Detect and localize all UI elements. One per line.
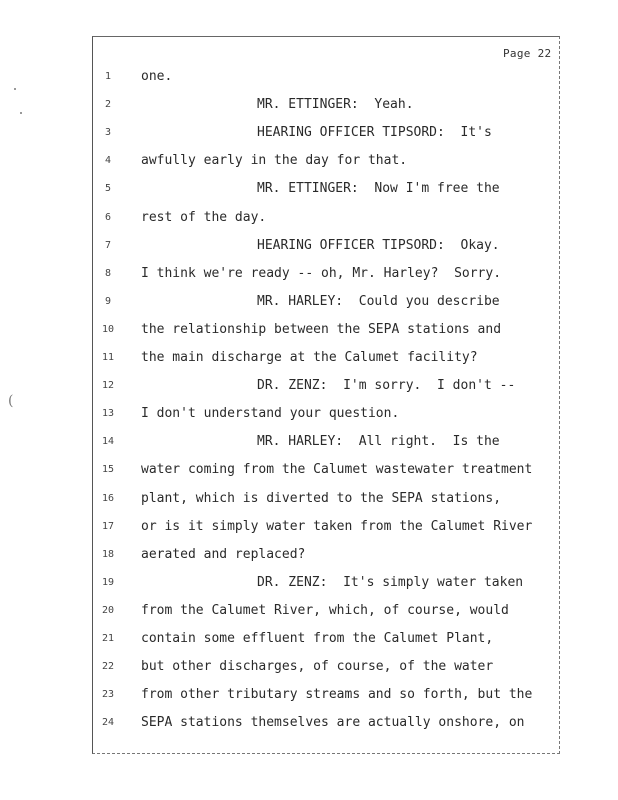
line-text: the main discharge at the Calumet facility? — [141, 350, 478, 365]
line-text: I don't understand your question. — [141, 406, 400, 422]
transcript-line — [0, 432, 618, 452]
scan-speck — [14, 88, 16, 90]
line-text: MR. ETTINGER: Now I'm free the — [257, 181, 500, 197]
line-text: HEARING OFFICER TIPSORD: Okay. — [257, 237, 500, 253]
line-number: 9 — [104, 295, 112, 307]
line-number: 20 — [101, 604, 115, 616]
line-number: 21 — [101, 633, 115, 644]
transcript-line — [0, 601, 618, 621]
transcript-line — [0, 151, 618, 171]
line-text: from the Calumet River, which, of course, would — [141, 602, 509, 618]
line-number: 16 — [101, 492, 115, 504]
line-number: 1 — [104, 71, 112, 82]
transcript-line — [0, 236, 618, 256]
line-text: MR. ETTINGER: Yeah. — [257, 97, 414, 113]
transcript-line — [0, 460, 618, 480]
transcript-line — [0, 123, 618, 143]
line-text: from other tributary streams and so forth, but the — [141, 687, 533, 703]
transcript-line — [0, 489, 618, 509]
line-text: rest of the day. — [141, 209, 267, 225]
page-number-label: Page 22 — [503, 47, 552, 60]
line-number: 12 — [101, 380, 115, 392]
line-text: MR. HARLEY: All right. Is the — [257, 434, 500, 450]
line-text: DR. ZENZ: It's simply water taken — [257, 574, 524, 590]
line-number: 24 — [101, 717, 115, 729]
transcript-line — [0, 685, 618, 705]
transcript-line — [0, 348, 618, 368]
line-number: 4 — [104, 155, 112, 167]
transcript-line — [0, 320, 618, 340]
line-text: DR. ZENZ: I'm sorry. I don't -- — [257, 378, 516, 394]
line-number: 15 — [101, 464, 115, 476]
line-number: 19 — [101, 576, 115, 588]
transcript-line — [0, 629, 618, 649]
line-number: 14 — [101, 436, 115, 448]
line-text: the relationship between the SEPA stations and — [141, 321, 502, 337]
line-text: MR. HARLEY: Could you describe — [257, 293, 500, 309]
transcript-line — [0, 95, 618, 115]
line-text: or is it simply water taken from the Calumet River — [141, 518, 533, 534]
line-text: one. — [141, 69, 173, 84]
line-number: 13 — [101, 408, 115, 420]
line-number: 11 — [101, 352, 115, 363]
line-number: 23 — [101, 689, 115, 701]
line-number: 5 — [104, 183, 112, 195]
line-text: plant, which is diverted to the SEPA stations, — [141, 490, 502, 506]
line-text: SEPA stations themselves are actually onshore, on — [141, 715, 525, 731]
transcript-line — [0, 292, 618, 312]
transcript-line — [0, 657, 618, 677]
transcript-line — [0, 573, 618, 593]
line-text: aerated and replaced? — [141, 546, 306, 562]
line-text: water coming from the Calumet wastewater treatment — [141, 462, 533, 478]
line-number: 6 — [104, 211, 112, 223]
line-text: but other discharges, of course, of the water — [141, 659, 494, 675]
line-text: awfully early in the day for that. — [141, 153, 408, 169]
line-number: 17 — [101, 520, 115, 532]
line-number: 2 — [104, 99, 112, 111]
line-text: contain some effluent from the Calumet Plant, — [141, 631, 494, 646]
line-number: 22 — [101, 661, 115, 673]
transcript-line — [0, 713, 618, 733]
transcript-line — [0, 545, 618, 565]
margin-mark: ( — [8, 393, 14, 409]
line-number: 3 — [104, 127, 112, 139]
transcript-line — [0, 264, 618, 284]
transcript-line — [0, 208, 618, 228]
line-number: 10 — [101, 323, 115, 335]
transcript-line — [0, 67, 618, 87]
line-text: I think we're ready -- oh, Mr. Harley? Sorry. — [141, 265, 502, 281]
line-text: HEARING OFFICER TIPSORD: It's — [257, 125, 492, 141]
transcript-line — [0, 517, 618, 537]
line-number: 8 — [104, 267, 112, 279]
transcript-line — [0, 179, 618, 199]
transcript-line — [0, 376, 618, 396]
line-number: 18 — [101, 548, 115, 560]
transcript-line — [0, 404, 618, 424]
line-number: 7 — [104, 239, 112, 251]
